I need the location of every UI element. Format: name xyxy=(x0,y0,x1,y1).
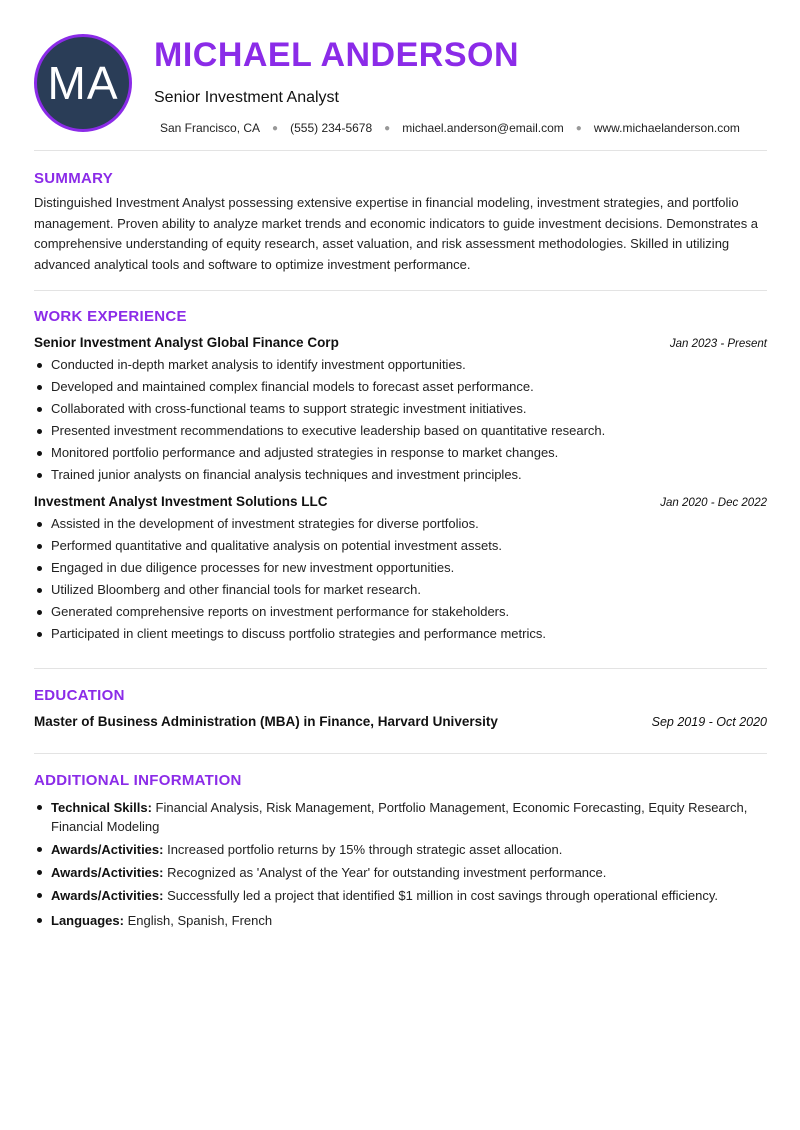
item-label: Technical Skills: xyxy=(51,800,152,815)
job-dates: Jan 2023 - Present xyxy=(669,338,767,350)
item-label: Awards/Activities: xyxy=(51,865,164,880)
resume-header xyxy=(34,0,767,150)
item-label: Languages: xyxy=(51,913,124,928)
experience-section xyxy=(34,291,767,647)
list-item: Assisted in the development of investment strategies for diverse portfolios. xyxy=(34,515,767,537)
item-text: Recognized as 'Analyst of the Year' for outstanding investment performance. xyxy=(167,865,607,880)
job-bullets xyxy=(34,515,767,647)
contact-row xyxy=(160,121,740,135)
list-item: Monitored portfolio performance and adjusted strategies in response to market changes. xyxy=(34,444,767,466)
education-section xyxy=(34,669,767,729)
education-dates: Sep 2019 - Oct 2020 xyxy=(651,715,767,729)
education-degree: Master of Business Administration (MBA) in Finance, Harvard University xyxy=(34,714,498,729)
item-text: Financial Analysis, Risk Management, Portfolio Management, Economic Forecasting, Equity Research, Financial Modeling xyxy=(51,800,748,834)
list-item xyxy=(34,911,767,930)
list-item: Participated in client meetings to discuss portfolio strategies and performance metrics. xyxy=(34,625,767,647)
section-heading-experience: WORK EXPERIENCE xyxy=(34,308,187,325)
contact-email[interactable]: michael.anderson@email.com xyxy=(402,121,564,135)
avatar-initials: MA xyxy=(47,57,119,109)
list-item xyxy=(34,840,767,859)
section-heading-education: EDUCATION xyxy=(34,687,125,704)
contact-website[interactable]: www.michaelanderson.com xyxy=(593,121,740,135)
contact-location: San Francisco, CA xyxy=(160,121,261,135)
item-text: Successfully led a project that identified $1 million in cost savings through operational efficiency. xyxy=(167,888,718,903)
job-dates: Jan 2020 - Dec 2022 xyxy=(660,497,767,509)
separator-dot-icon: ● xyxy=(575,122,582,134)
separator-dot-icon: ● xyxy=(384,122,391,134)
education-entry xyxy=(34,714,767,729)
list-item: Developed and maintained complex financial models to forecast asset performance. xyxy=(34,378,767,400)
candidate-title: Senior Investment Analyst xyxy=(154,89,339,106)
candidate-name: MICHAEL ANDERSON xyxy=(154,36,520,74)
section-heading-additional: ADDITIONAL INFORMATION xyxy=(34,772,242,789)
summary-text: Distinguished Investment Analyst possessing extensive expertise in financial modeling, investment strategies, and portfolio management. Proven ability to analyze market trends and economic indicators to guide investment decisions. Demonstrates a comprehensive understanding of equity research, asset valuation, and risk assessment methodologies. Skilled in utilizing advanced analytical tools and software to optimize investment performance. xyxy=(34,195,759,272)
list-item: Performed quantitative and qualitative analysis on potential investment assets. xyxy=(34,537,767,559)
item-label: Awards/Activities: xyxy=(51,888,164,903)
list-item xyxy=(34,863,767,882)
contact-phone: (555) 234-5678 xyxy=(290,121,373,135)
job-title: Investment Analyst Investment Solutions LLC xyxy=(34,494,328,509)
list-item: Utilized Bloomberg and other financial tools for market research. xyxy=(34,581,767,603)
list-item: Trained junior analysts on financial analysis techniques and investment principles. xyxy=(34,466,767,488)
job-entry xyxy=(34,494,767,647)
item-text: Increased portfolio returns by 15% through strategic asset allocation. xyxy=(167,842,563,857)
additional-section xyxy=(34,754,767,930)
section-heading-summary: SUMMARY xyxy=(34,170,114,187)
summary-section xyxy=(34,151,767,275)
item-text: English, Spanish, French xyxy=(127,913,273,928)
separator-dot-icon: ● xyxy=(272,122,279,134)
job-entry xyxy=(34,335,767,488)
list-item: Generated comprehensive reports on investment performance for stakeholders. xyxy=(34,603,767,625)
job-title: Senior Investment Analyst Global Finance Corp xyxy=(34,335,339,350)
list-item: Engaged in due diligence processes for new investment opportunities. xyxy=(34,559,767,581)
item-label: Awards/Activities: xyxy=(51,842,164,857)
avatar xyxy=(34,34,132,132)
additional-list xyxy=(34,798,767,930)
list-item xyxy=(34,886,767,905)
list-item: Conducted in-depth market analysis to identify investment opportunities. xyxy=(34,356,767,378)
list-item xyxy=(34,798,767,836)
list-item: Collaborated with cross-functional teams to support strategic investment initiatives. xyxy=(34,400,767,422)
job-bullets xyxy=(34,356,767,488)
list-item: Presented investment recommendations to executive leadership based on quantitative research. xyxy=(34,422,767,444)
